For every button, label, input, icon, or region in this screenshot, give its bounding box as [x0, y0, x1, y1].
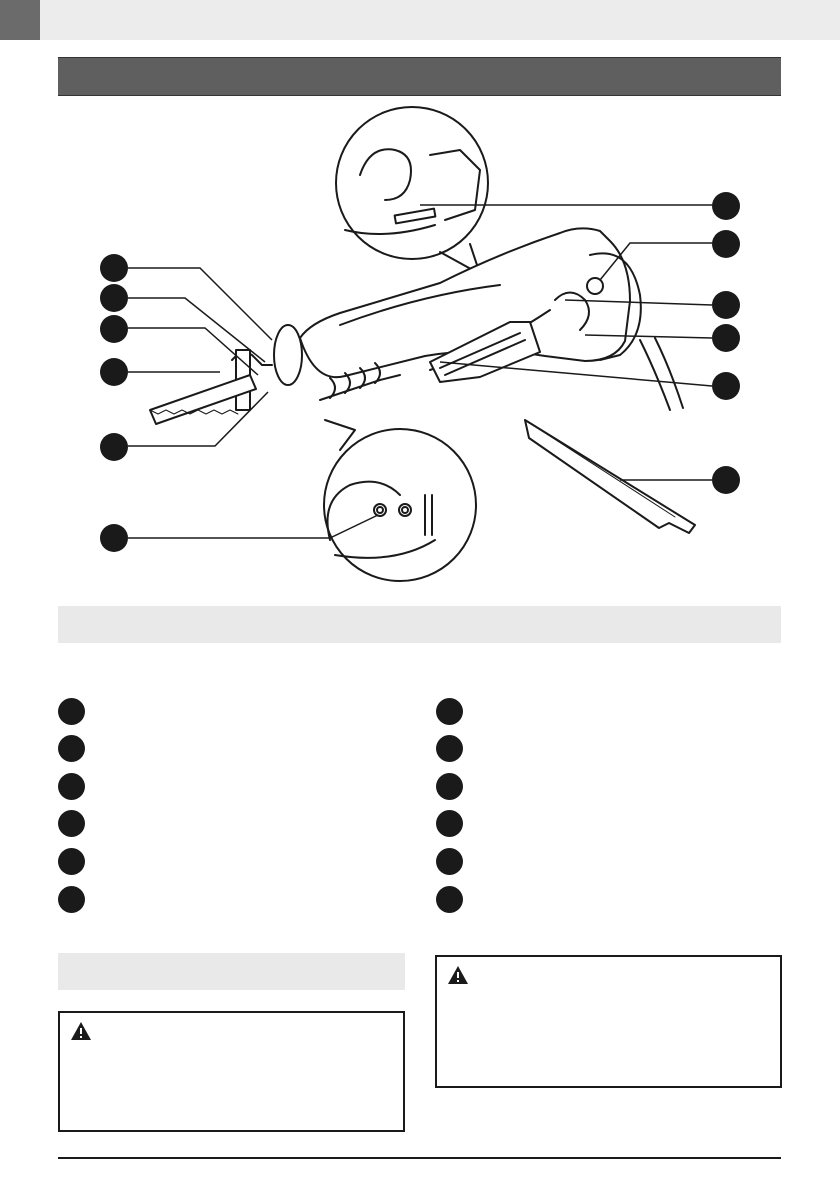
- callout-marker: [100, 433, 128, 461]
- warning-triangle-icon: [70, 1021, 92, 1041]
- warning-box-right: [435, 955, 782, 1088]
- legend-bullet: [436, 810, 463, 837]
- callout-marker: [100, 284, 128, 312]
- callout-marker: [712, 230, 740, 258]
- detail-magnifier-bottom: [324, 429, 476, 581]
- section-header-safety: [58, 953, 405, 990]
- callout-marker: [712, 466, 740, 494]
- legend-bullet: [436, 735, 463, 762]
- legend-bullet: [58, 810, 85, 837]
- legend-bullet: [436, 698, 463, 725]
- callout-marker: [100, 315, 128, 343]
- callout-marker: [712, 324, 740, 352]
- page-top-bar: [0, 0, 840, 40]
- legend-bullet: [58, 886, 85, 913]
- legend-bullet: [58, 773, 85, 800]
- callout-marker: [100, 358, 128, 386]
- chapter-tab: [0, 0, 40, 40]
- footer-divider: [58, 1157, 781, 1159]
- callout-marker: [712, 291, 740, 319]
- callout-marker: [100, 254, 128, 282]
- callout-marker: [712, 372, 740, 400]
- legend-bullet: [58, 735, 85, 762]
- warning-box-left: [58, 1011, 405, 1132]
- detail-magnifier-top: [336, 107, 488, 259]
- legend-bullet: [58, 848, 85, 875]
- legend-bullet: [436, 848, 463, 875]
- legend-bullet: [58, 698, 85, 725]
- legend-bullet: [436, 773, 463, 800]
- callout-marker: [712, 192, 740, 220]
- section-header-legend: [58, 606, 781, 643]
- warning-triangle-icon: [447, 965, 469, 985]
- callout-marker: [100, 524, 128, 552]
- section-header-product-description: [58, 57, 781, 96]
- legend-bullet: [436, 886, 463, 913]
- reciprocating-saw-diagram: [0, 100, 840, 600]
